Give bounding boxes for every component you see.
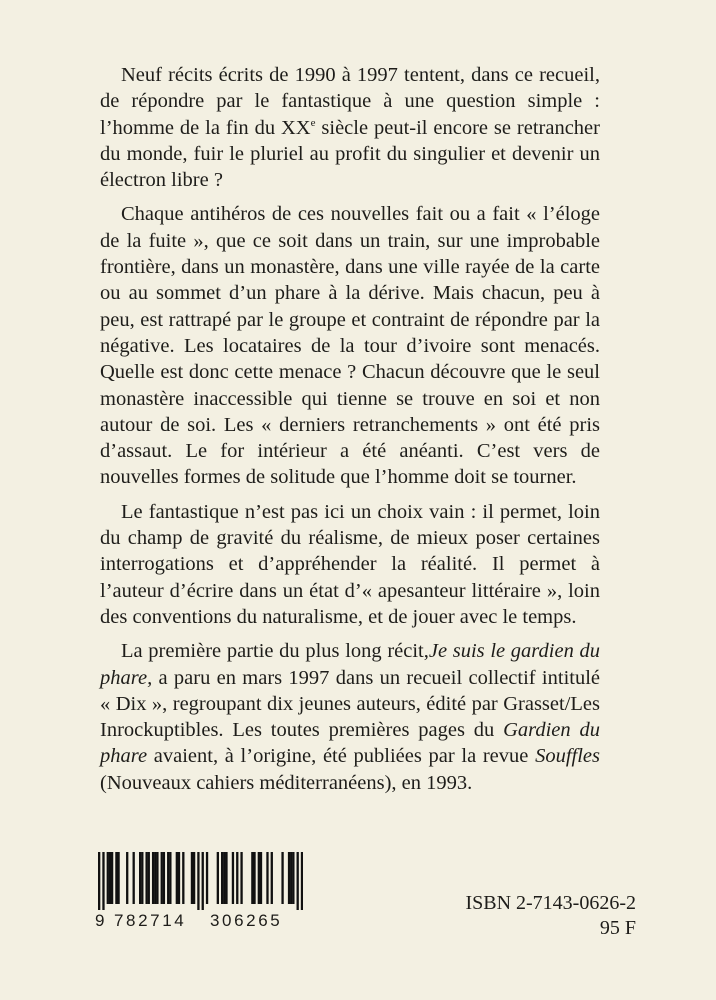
barcode-right-group: 306265 xyxy=(210,911,283,930)
paragraph-3: Le fantastique n’est pas ici un choix vain : il permet, loin du champ de gravité du réalisme, de mieux poser certaines interrogations et d’appréhender la réalité. Il permet à l’auteur d’écrire dans un état d’« apesanteur littéraire », loin des conventions du naturalisme, et de jouer avec le temps. xyxy=(100,500,600,628)
barcode xyxy=(95,852,302,933)
barcode-bar xyxy=(232,852,234,904)
barcode-bar xyxy=(253,852,255,904)
barcode-bar xyxy=(197,852,199,910)
barcode-left-group: 782714 xyxy=(114,911,187,930)
barcode-bar xyxy=(258,852,260,904)
book-title-gardien: Je suis le gardien du phare, xyxy=(100,640,600,689)
barcode-bar xyxy=(115,852,117,904)
barcode-digits xyxy=(95,911,302,933)
barcode-bar xyxy=(109,852,111,904)
barcode-bar xyxy=(145,852,147,904)
barcode-bar xyxy=(111,852,113,904)
barcode-bar xyxy=(163,852,165,904)
barcode-bar xyxy=(126,852,128,904)
barcode-bar xyxy=(223,852,225,904)
barcode-bar xyxy=(178,852,180,904)
barcode-bar xyxy=(297,852,299,910)
barcode-bar xyxy=(182,852,184,904)
barcode-bar xyxy=(191,852,193,904)
barcode-bar xyxy=(225,852,227,904)
barcode-first-digit: 9 xyxy=(95,911,105,930)
barcode-bar xyxy=(271,852,273,904)
barcode-bar xyxy=(167,852,169,904)
barcode-bars xyxy=(98,852,303,910)
barcode-bar xyxy=(281,852,283,904)
barcode-bar xyxy=(206,852,208,904)
paragraph-4 xyxy=(100,638,600,796)
paragraph-4-text-a: La première partie du plus long récit, xyxy=(121,640,429,663)
barcode-bar xyxy=(288,852,290,904)
barcode-bar xyxy=(152,852,154,904)
barcode-bar xyxy=(169,852,171,904)
barcode-bar xyxy=(117,852,119,904)
barcode-bar xyxy=(260,852,262,904)
paragraph-1-text-b: siècle peut-il encore se retrancher du monde, fuir le pluriel au profit du singulier et devenir un électron libre ? xyxy=(100,116,600,192)
paragraph-1 xyxy=(100,62,600,193)
barcode-bar xyxy=(251,852,253,904)
barcode-bar xyxy=(217,852,219,904)
price: 95 F xyxy=(599,917,636,939)
barcode-bar xyxy=(301,852,303,910)
barcode-bar xyxy=(141,852,143,904)
book-title-gardien-short: Gardien du phare xyxy=(100,719,600,768)
isbn-price xyxy=(465,891,636,941)
barcode-bar xyxy=(221,852,223,904)
century-superscript: e xyxy=(310,116,316,129)
barcode-bar xyxy=(98,852,100,910)
barcode-bar xyxy=(193,852,195,904)
barcode-bar xyxy=(102,852,104,910)
isbn-number: ISBN 2-7143-0626-2 xyxy=(465,892,636,914)
barcode-bar xyxy=(240,852,242,904)
paragraph-4-text-c: avaient, à l’origine, été publiées par la revue xyxy=(147,745,536,768)
barcode-bar xyxy=(133,852,135,904)
barcode-bar xyxy=(107,852,109,904)
barcode-bar xyxy=(266,852,268,904)
paragraph-2: Chaque antihéros de ces nouvelles fait ou a fait « l’éloge de la fuite », que ce soit dans un train, sur une improbable frontière, dans un monastère, dans une ville rayée de la carte ou au sommet d’un phare à la dérive. Mais chacun, peu à peu, est rattrapé par le groupe et contraint de répondre par la négative. Les locataires de la tour d’ivoire sont menacés. Quelle est donc cette menace ? Chacun découvre que le seul monastère inaccessible qui tienne se trouve en soi et non autour de soi. Les « derniers retranchements » ont été pris d’assaut. Le for intérieur a été anéanti. C’est vers de nouvelles formes de solitude que l’homme doit se tourner. xyxy=(100,203,600,489)
back-cover-text xyxy=(100,62,600,804)
barcode-bar xyxy=(176,852,178,904)
barcode-bar xyxy=(202,852,204,910)
paragraph-4-text-d: (Nouveaux cahiers méditerranéens), en 1993. xyxy=(100,771,473,794)
barcode-bar xyxy=(292,852,294,904)
barcode-bar xyxy=(236,852,238,904)
barcode-bar xyxy=(290,852,292,904)
barcode-bar xyxy=(156,852,158,904)
barcode-bar xyxy=(139,852,141,904)
journal-title-souffles: Souffles xyxy=(535,745,600,768)
paragraph-4-text-b: a paru en mars 1997 dans un recueil collectif intitulé « Dix », regroupant dix jeunes auteurs, édité par Grasset/Les Inrockuptibles. Les toutes premières pages du xyxy=(100,666,600,742)
barcode-bar xyxy=(161,852,163,904)
barcode-bar xyxy=(154,852,156,904)
barcode-bar xyxy=(148,852,150,904)
paragraph-1-text-a: Neuf récits écrits de 1990 à 1997 tentent, dans ce recueil, de répondre par le fantastique à une question simple : l’homme de la fin du XX xyxy=(100,64,600,139)
